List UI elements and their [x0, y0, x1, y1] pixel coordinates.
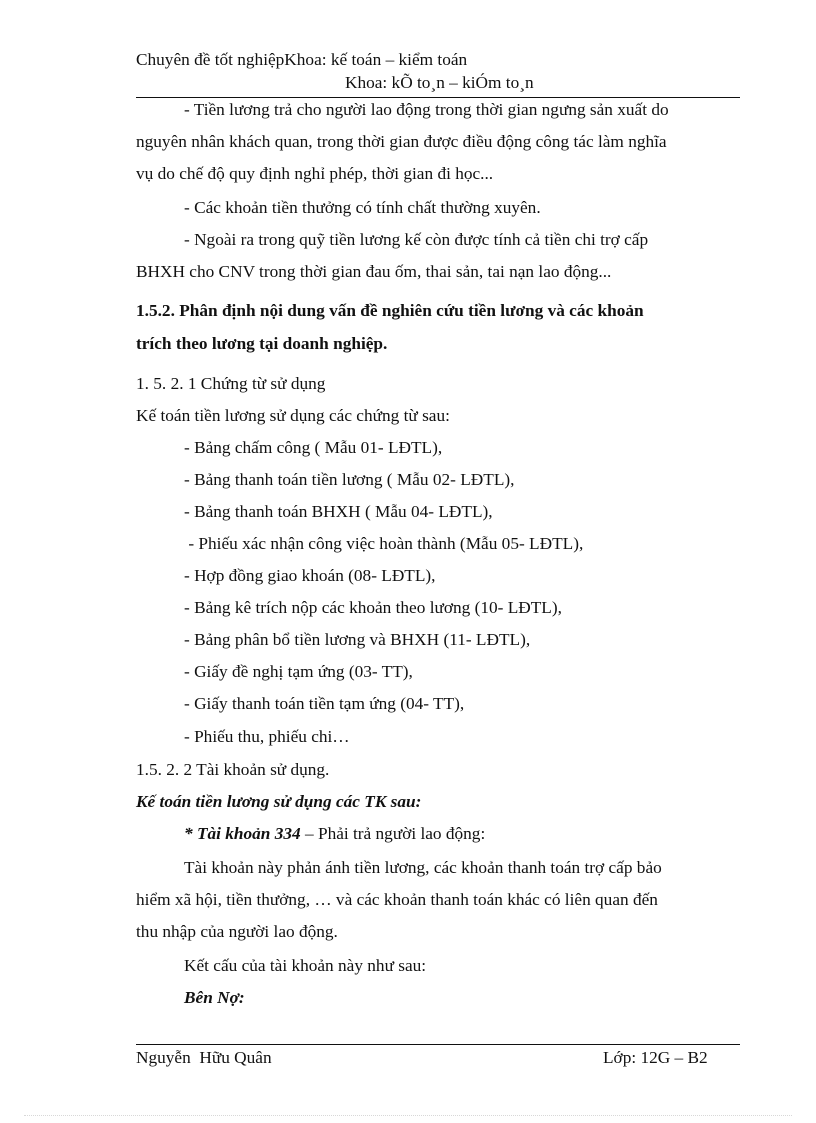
list-item: - Hợp đồng giao khoán (08- LĐTL), [184, 566, 436, 585]
paragraph-line: thu nhập của người lao động. [136, 922, 338, 941]
header-subtitle: Khoa: kÕ to¸n – kiÓm to¸n [345, 73, 534, 92]
paragraph-line: - Ngoài ra trong quỹ tiền lương kế còn được tính cả tiền chi trợ cấp [184, 230, 649, 249]
footer-class: Lớp: 12G – B2 [603, 1048, 708, 1067]
paragraph-line: - Tiền lương trả cho người lao động trong thời gian ngưng sản xuất do [184, 100, 669, 119]
heading-line: 1.5.2. Phân định nội dung vấn đề nghiên cứu tiền lương và các khoản [136, 301, 644, 320]
account-334-description [136, 852, 739, 948]
list-item: - Phiếu thu, phiếu chi… [184, 727, 350, 746]
account-334-label: * Tài khoản 334 [184, 824, 301, 843]
list-item: - Giấy đề nghị tạm ứng (03- TT), [184, 662, 413, 681]
list-item: - Bảng thanh toán tiền lương ( Mẫu 02- LĐTL), [184, 470, 515, 489]
list-item: - Bảng kê trích nộp các khoản theo lương (10- LĐTL), [184, 598, 562, 617]
heading-line: trích theo lương tại doanh nghiệp. [136, 334, 388, 353]
list-item: - Bảng thanh toán BHXH ( Mẫu 04- LĐTL), [184, 502, 493, 521]
paragraph-bonus [136, 192, 739, 224]
documents-intro: Kế toán tiền lương sử dụng các chứng từ sau: [136, 406, 450, 425]
paragraph-line: nguyên nhân khách quan, trong thời gian được điều động công tác làm nghĩa [136, 132, 667, 151]
structure-intro: Kết cấu của tài khoản này như sau: [184, 956, 427, 975]
header-title: Chuyên đề tốt nghiệpKhoa: kế toán – kiểm toán [136, 50, 468, 69]
list-item: - Bảng chấm công ( Mẫu 01- LĐTL), [184, 438, 443, 457]
debit-side-heading: Bên Nợ: [184, 988, 245, 1007]
list-item: - Phiếu xác nhận công việc hoàn thành (Mẫu 05- LĐTL), [184, 534, 584, 553]
footer-author: Nguyễn Hữu Quân [136, 1048, 272, 1067]
paragraph-line: Tài khoản này phản ánh tiền lương, các khoản thanh toán trợ cấp bảo [184, 858, 662, 877]
subsection-heading-1521: 1. 5. 2. 1 Chứng từ sử dụng [136, 374, 326, 393]
paragraph-line: BHXH cho CNV trong thời gian đau ốm, thai sản, tai nạn lao động... [136, 262, 612, 281]
account-334-name: – Phải trả người lao động: [300, 824, 486, 843]
list-item: - Bảng phân bổ tiền lương và BHXH (11- LĐTL), [184, 630, 531, 649]
subsection-heading-1522: 1.5. 2. 2 Tài khoản sử dụng. [136, 760, 330, 779]
paragraph-wages-nonwork [136, 94, 739, 190]
section-heading-152 [136, 294, 739, 360]
accounts-heading: Kế toán tiền lương sử dụng các TK sau: [136, 792, 422, 811]
paragraph-line: vụ do chế độ quy định nghỉ phép, thời gian đi học... [136, 164, 494, 183]
page-edge-dotted-line [24, 1115, 792, 1116]
account-334-title [184, 824, 485, 844]
list-item: - Giấy thanh toán tiền tạm ứng (04- TT), [184, 694, 465, 713]
paragraph-line: - Các khoản tiền thưởng có tính chất thường xuyên. [184, 198, 541, 217]
paragraph-allowance [136, 224, 739, 288]
footer-divider [136, 1044, 740, 1045]
paragraph-line: hiểm xã hội, tiền thưởng, … và các khoản thanh toán khác có liên quan đến [136, 890, 658, 909]
